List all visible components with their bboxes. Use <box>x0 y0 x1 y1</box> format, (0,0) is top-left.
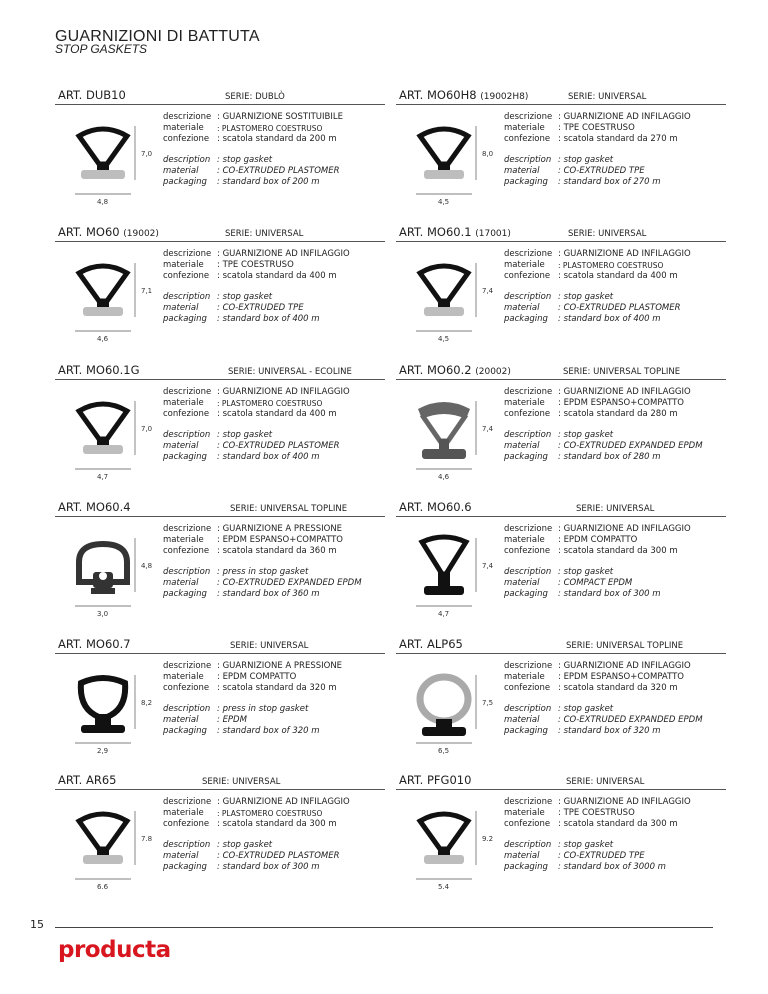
packaging-value: : standard box of 360 m <box>217 589 320 599</box>
description-value: : stop gasket <box>558 704 614 714</box>
description-value: : stop gasket <box>558 567 614 577</box>
product-series: SERIE: UNIVERSAL <box>568 229 647 239</box>
width-dimension: 4,5 <box>438 198 450 206</box>
product-header <box>55 363 385 380</box>
profile-drawing <box>55 110 160 210</box>
materiale-value: : PLASTOMERO COESTRUSO <box>217 124 323 133</box>
material-value: : CO-EXTRUDED PLASTOMER <box>558 303 681 313</box>
product-header <box>396 773 726 790</box>
specs-italian: descrizione : GUARNIZIONE AD INFILAGGIO materiale : PLASTOMERO COESTRUSO confezione : scatola standard da 400 m <box>504 249 729 282</box>
gasket-profile-drawing <box>396 247 501 347</box>
height-dimension: 7,1 <box>141 287 153 295</box>
packaging-value: : standard box of 3000 m <box>558 862 666 872</box>
page-number: 15 <box>30 918 44 931</box>
specs-italian: descrizione : GUARNIZIONE AD INFILAGGIO materiale : PLASTOMERO COESTRUSO confezione : scatola standard da 300 m <box>163 797 388 830</box>
confezione-value: : scatola standard da 320 m <box>217 683 337 693</box>
product-series: SERIE: UNIVERSAL <box>225 229 304 239</box>
product-header <box>396 225 726 242</box>
product-card <box>55 225 385 355</box>
product-card <box>396 500 726 630</box>
producta-logo: producta <box>58 937 171 963</box>
materiale-value: : PLASTOMERO COESTRUSO <box>558 261 664 270</box>
height-dimension: 7,5 <box>482 699 494 707</box>
specs-italian: descrizione : GUARNIZIONE AD INFILAGGIO materiale : TPE COESTRUSO confezione : scatola standard da 270 m <box>504 112 729 145</box>
description-value: : stop gasket <box>217 840 273 850</box>
product-card <box>55 637 385 767</box>
confezione-value: : scatola standard da 400 m <box>217 409 337 419</box>
product-card <box>396 637 726 767</box>
descrizione-value: : GUARNIZIONE AD INFILAGGIO <box>558 112 691 122</box>
article-number: ART. MO60 (19002) <box>58 225 159 239</box>
height-dimension: 8,2 <box>141 699 153 707</box>
product-series: SERIE: UNIVERSAL <box>202 777 281 787</box>
gasket-profile-drawing <box>396 385 501 485</box>
specs-italian: descrizione : GUARNIZIONE SOSTITUIBILE materiale : PLASTOMERO COESTRUSO confezione : scatola standard da 200 m <box>163 112 388 145</box>
product-series: SERIE: UNIVERSAL TOPLINE <box>563 367 681 377</box>
product-series: SERIE: UNIVERSAL <box>230 641 309 651</box>
width-dimension: 4,8 <box>97 198 109 206</box>
confezione-value: : scatola standard da 400 m <box>558 271 678 281</box>
width-dimension: 6,5 <box>438 747 450 755</box>
product-series: SERIE: UNIVERSAL <box>566 777 645 787</box>
article-code: (19002) <box>123 229 159 239</box>
product-card <box>55 773 385 903</box>
specs-italian: descrizione : GUARNIZIONE AD INFILAGGIO materiale : EPDM ESPANSO+COMPATTO confezione : scatola standard da 280 m <box>504 387 729 420</box>
width-dimension: 3,0 <box>97 610 109 618</box>
material-value: : CO-EXTRUDED PLASTOMER <box>217 851 340 861</box>
profile-drawing <box>396 110 501 210</box>
gasket-profile-drawing <box>396 659 501 759</box>
article-number: ART. MO60.7 <box>58 637 131 651</box>
gasket-profile-drawing <box>55 659 160 759</box>
description-value: : press in stop gasket <box>217 567 309 577</box>
materiale-value: : TPE COESTRUSO <box>558 808 635 818</box>
descrizione-value: : GUARNIZIONE SOSTITUIBILE <box>217 112 343 122</box>
product-series: SERIE: UNIVERSAL <box>568 92 647 102</box>
material-value: : CO-EXTRUDED PLASTOMER <box>217 166 340 176</box>
descrizione-value: : GUARNIZIONE AD INFILAGGIO <box>558 249 691 259</box>
height-dimension: 9.2 <box>482 835 494 843</box>
gasket-profile-drawing <box>396 795 501 895</box>
confezione-value: : scatola standard da 200 m <box>217 134 337 144</box>
packaging-value: : standard box of 200 m <box>217 177 320 187</box>
packaging-value: : standard box of 300 m <box>217 862 320 872</box>
confezione-value: : scatola standard da 360 m <box>217 546 337 556</box>
confezione-value: : scatola standard da 300 m <box>558 819 678 829</box>
product-header <box>396 500 726 517</box>
height-dimension: 7,4 <box>482 562 494 570</box>
descrizione-value: : GUARNIZIONE AD INFILAGGIO <box>217 249 350 259</box>
descrizione-value: : GUARNIZIONE AD INFILAGGIO <box>217 387 350 397</box>
specs-english: description : stop gasket material : CO-EXTRUDED TPE packaging : standard box of 3000 m <box>504 840 729 873</box>
page-title: GUARNIZIONI DI BATTUTA <box>55 28 260 45</box>
gasket-profile-drawing <box>55 247 160 347</box>
profile-drawing <box>55 795 160 895</box>
material-value: : CO-EXTRUDED EXPANDED EPDM <box>558 715 703 725</box>
specs-english: description : stop gasket material : CO-EXTRUDED PLASTOMER packaging : standard box of 300 m <box>163 840 388 873</box>
specs-english: description : stop gasket material : CO-EXTRUDED TPE packaging : standard box of 400 m <box>163 292 388 325</box>
gasket-profile-drawing <box>55 110 160 210</box>
width-dimension: 6.6 <box>97 883 109 891</box>
confezione-value: : scatola standard da 400 m <box>217 271 337 281</box>
packaging-value: : standard box of 280 m <box>558 452 661 462</box>
article-number: ART. MO60H8 (19002H8) <box>399 88 529 102</box>
material-value: : COMPACT EPDM <box>558 578 633 588</box>
height-dimension: 7,0 <box>141 150 153 158</box>
materiale-value: : TPE COESTRUSO <box>217 260 294 270</box>
product-card <box>396 773 726 903</box>
article-number: ART. MO60.2 (20002) <box>399 363 511 377</box>
article-code: (19002H8) <box>480 92 529 102</box>
description-value: : stop gasket <box>217 155 273 165</box>
specs-english: description : stop gasket material : CO-EXTRUDED TPE packaging : standard box of 270 m <box>504 155 729 188</box>
material-value: : EPDM <box>217 715 247 725</box>
specs-english: description : stop gasket material : CO-EXTRUDED EXPANDED EPDM packaging : standard box of 280 m <box>504 430 729 463</box>
product-series: SERIE: UNIVERSAL TOPLINE <box>566 641 684 651</box>
width-dimension: 4,6 <box>438 473 450 481</box>
packaging-value: : standard box of 400 m <box>217 452 320 462</box>
height-dimension: 7,4 <box>482 287 494 295</box>
descrizione-value: : GUARNIZIONE A PRESSIONE <box>217 524 343 534</box>
descrizione-value: : GUARNIZIONE AD INFILAGGIO <box>558 797 691 807</box>
product-series: SERIE: UNIVERSAL TOPLINE <box>230 504 348 514</box>
packaging-value: : standard box of 320 m <box>217 726 320 736</box>
specs-italian: descrizione : GUARNIZIONE AD INFILAGGIO materiale : TPE COESTRUSO confezione : scatola standard da 300 m <box>504 797 729 830</box>
article-number: ART. DUB10 <box>58 88 126 102</box>
height-dimension: 7.8 <box>141 835 153 843</box>
specs-english: description : press in stop gasket material : CO-EXTRUDED EXPANDED EPDM packaging : standard box of 360 m <box>163 567 388 600</box>
article-number: ART. MO60.1 (17001) <box>399 225 511 239</box>
height-dimension: 7,4 <box>482 425 494 433</box>
specs-english: description : stop gasket material : CO-EXTRUDED PLASTOMER packaging : standard box of 400 m <box>163 430 388 463</box>
materiale-value: : EPDM COMPATTO <box>217 672 297 682</box>
material-value: : CO-EXTRUDED TPE <box>558 166 645 176</box>
material-value: : CO-EXTRUDED TPE <box>558 851 645 861</box>
product-header <box>55 88 385 105</box>
height-dimension: 4,8 <box>141 562 153 570</box>
product-card <box>55 88 385 218</box>
product-header <box>396 637 726 654</box>
profile-drawing <box>396 522 501 622</box>
profile-drawing <box>396 385 501 485</box>
gasket-profile-drawing <box>396 522 501 622</box>
width-dimension: 5.4 <box>438 883 450 891</box>
specs-italian: descrizione : GUARNIZIONE AD INFILAGGIO materiale : TPE COESTRUSO confezione : scatola standard da 400 m <box>163 249 388 282</box>
specs-english: description : stop gasket material : CO-EXTRUDED PLASTOMER packaging : standard box of 200 m <box>163 155 388 188</box>
specs-english: description : stop gasket material : COMPACT EPDM packaging : standard box of 300 m <box>504 567 729 600</box>
description-value: : stop gasket <box>558 155 614 165</box>
product-header <box>55 773 385 790</box>
materiale-value: : EPDM ESPANSO+COMPATTO <box>558 672 684 682</box>
description-value: : press in stop gasket <box>217 704 309 714</box>
product-series: SERIE: UNIVERSAL - ECOLINE <box>228 367 352 377</box>
product-card <box>396 363 726 493</box>
article-number: ART. PFG010 <box>399 773 472 787</box>
profile-drawing <box>396 247 501 347</box>
product-series: SERIE: UNIVERSAL <box>576 504 655 514</box>
description-value: : stop gasket <box>558 840 614 850</box>
profile-drawing <box>55 385 160 485</box>
specs-italian: descrizione : GUARNIZIONE A PRESSIONE materiale : EPDM COMPATTO confezione : scatola standard da 320 m <box>163 661 388 694</box>
width-dimension: 4,7 <box>438 610 450 618</box>
packaging-value: : standard box of 400 m <box>217 314 320 324</box>
specs-english: description : stop gasket material : CO-EXTRUDED PLASTOMER packaging : standard box of 400 m <box>504 292 729 325</box>
materiale-value: : EPDM ESPANSO+COMPATTO <box>217 535 343 545</box>
product-header <box>55 500 385 517</box>
material-value: : CO-EXTRUDED PLASTOMER <box>217 441 340 451</box>
descrizione-value: : GUARNIZIONE A PRESSIONE <box>217 661 343 671</box>
confezione-value: : scatola standard da 280 m <box>558 409 678 419</box>
descrizione-value: : GUARNIZIONE AD INFILAGGIO <box>558 524 691 534</box>
height-dimension: 8,0 <box>482 150 494 158</box>
article-number: ART. AR65 <box>58 773 117 787</box>
packaging-value: : standard box of 300 m <box>558 589 661 599</box>
packaging-value: : standard box of 400 m <box>558 314 661 324</box>
specs-italian: descrizione : GUARNIZIONE A PRESSIONE materiale : EPDM ESPANSO+COMPATTO confezione : scatola standard da 360 m <box>163 524 388 557</box>
specs-italian: descrizione : GUARNIZIONE AD INFILAGGIO materiale : PLASTOMERO COESTRUSO confezione : scatola standard da 400 m <box>163 387 388 420</box>
profile-drawing <box>55 659 160 759</box>
descrizione-value: : GUARNIZIONE AD INFILAGGIO <box>558 661 691 671</box>
width-dimension: 4,7 <box>97 473 109 481</box>
product-card <box>396 225 726 355</box>
material-value: : CO-EXTRUDED EXPANDED EPDM <box>558 441 703 451</box>
product-card <box>396 88 726 218</box>
material-value: : CO-EXTRUDED TPE <box>217 303 304 313</box>
article-code: (17001) <box>475 229 511 239</box>
descrizione-value: : GUARNIZIONE AD INFILAGGIO <box>558 387 691 397</box>
gasket-profile-drawing <box>55 522 160 622</box>
material-value: : CO-EXTRUDED EXPANDED EPDM <box>217 578 362 588</box>
profile-drawing <box>396 659 501 759</box>
confezione-value: : scatola standard da 270 m <box>558 134 678 144</box>
materiale-value: : EPDM ESPANSO+COMPATTO <box>558 398 684 408</box>
materiale-value: : PLASTOMERO COESTRUSO <box>217 399 323 408</box>
page-subtitle: STOP GASKETS <box>55 42 148 56</box>
confezione-value: : scatola standard da 320 m <box>558 683 678 693</box>
materiale-value: : PLASTOMERO COESTRUSO <box>217 809 323 818</box>
profile-drawing <box>55 522 160 622</box>
specs-italian: descrizione : GUARNIZIONE AD INFILAGGIO materiale : EPDM COMPATTO confezione : scatola standard da 300 m <box>504 524 729 557</box>
packaging-value: : standard box of 320 m <box>558 726 661 736</box>
profile-drawing <box>396 795 501 895</box>
footer-divider <box>55 927 713 928</box>
description-value: : stop gasket <box>217 292 273 302</box>
product-header <box>55 637 385 654</box>
materiale-value: : EPDM COMPATTO <box>558 535 638 545</box>
description-value: : stop gasket <box>558 292 614 302</box>
article-number: ART. MO60.6 <box>399 500 472 514</box>
height-dimension: 7,0 <box>141 425 153 433</box>
description-value: : stop gasket <box>558 430 614 440</box>
article-number: ART. MO60.4 <box>58 500 131 514</box>
gasket-profile-drawing <box>55 385 160 485</box>
packaging-value: : standard box of 270 m <box>558 177 661 187</box>
confezione-value: : scatola standard da 300 m <box>217 819 337 829</box>
product-header <box>396 363 726 380</box>
product-header <box>55 225 385 242</box>
confezione-value: : scatola standard da 300 m <box>558 546 678 556</box>
product-card <box>55 500 385 630</box>
profile-drawing <box>55 247 160 347</box>
product-header <box>396 88 726 105</box>
description-value: : stop gasket <box>217 430 273 440</box>
article-number: ART. MO60.1G <box>58 363 140 377</box>
width-dimension: 2,9 <box>97 747 109 755</box>
gasket-profile-drawing <box>55 795 160 895</box>
width-dimension: 4,5 <box>438 335 450 343</box>
article-code: (20002) <box>475 367 511 377</box>
product-card <box>55 363 385 493</box>
article-number: ART. ALP65 <box>399 637 463 651</box>
materiale-value: : TPE COESTRUSO <box>558 123 635 133</box>
specs-english: description : press in stop gasket material : EPDM packaging : standard box of 320 m <box>163 704 388 737</box>
descrizione-value: : GUARNIZIONE AD INFILAGGIO <box>217 797 350 807</box>
specs-italian: descrizione : GUARNIZIONE AD INFILAGGIO materiale : EPDM ESPANSO+COMPATTO confezione : scatola standard da 320 m <box>504 661 729 694</box>
product-series: SERIE: DUBLÒ <box>225 92 285 102</box>
specs-english: description : stop gasket material : CO-EXTRUDED EXPANDED EPDM packaging : standard box of 320 m <box>504 704 729 737</box>
gasket-profile-drawing <box>396 110 501 210</box>
width-dimension: 4,6 <box>97 335 109 343</box>
